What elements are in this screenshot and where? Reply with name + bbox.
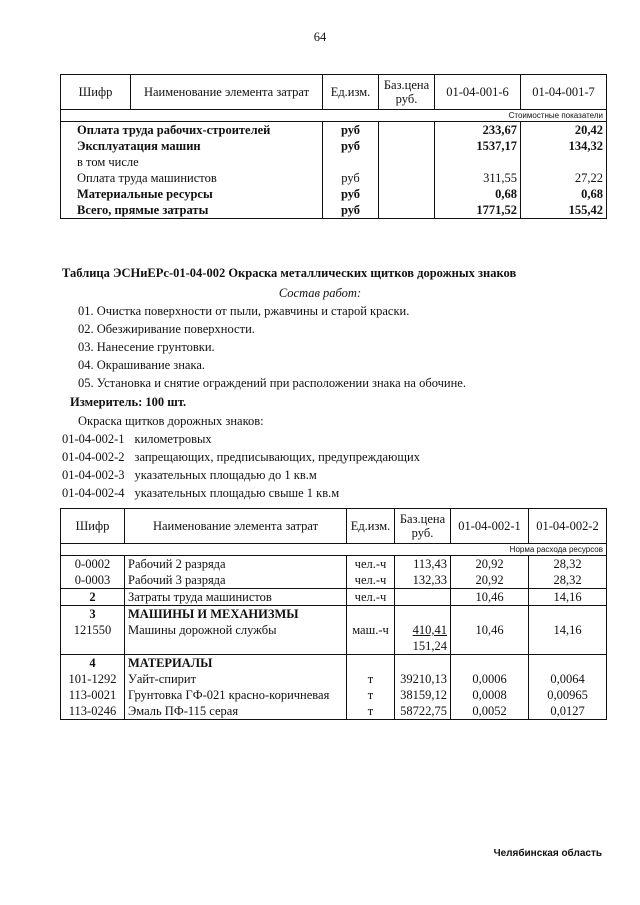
section-title: Таблица ЭСНиЕРс-01-04-002 Окраска металлических щитков дорожных знаков <box>62 266 517 280</box>
intro-text: Окраска щитков дорожных знаков: <box>78 414 264 428</box>
table-row: 4 МАТЕРИАЛЫ <box>61 655 607 672</box>
table-subheader: Норма расхода ресурсов <box>61 544 607 556</box>
table-row: Всего, прямые затраты руб 1771,52 155,42 <box>61 202 607 219</box>
works-heading: Состав работ: <box>278 286 362 300</box>
cost-table <box>60 74 607 219</box>
code-item: 01-04-002-1 километровых <box>62 432 212 446</box>
table-header-row <box>61 509 607 544</box>
table-subheader: Стоимостные показатели <box>61 110 607 122</box>
work-item: 03. Нанесение грунтовки. <box>78 340 215 354</box>
header-code: Шифр <box>61 509 125 544</box>
header-price: Баз.цена руб. <box>395 509 451 544</box>
table-row: 151,24 <box>61 638 607 655</box>
header-col1: 01-04-001-6 <box>435 75 521 110</box>
header-col2: 01-04-002-2 <box>529 509 607 544</box>
footer-region: Челябинская область <box>493 848 602 859</box>
header-col2: 01-04-001-7 <box>521 75 607 110</box>
header-code: Шифр <box>61 75 131 110</box>
table-row: 3 МАШИНЫ И МЕХАНИЗМЫ <box>61 606 607 623</box>
table-row: в том числе <box>61 154 607 170</box>
table-row: 121550 Машины дорожной службы маш.-ч 410,41 10,46 14,16 <box>61 622 607 638</box>
table-row: Материальные ресурсы руб 0,68 0,68 <box>61 186 607 202</box>
header-price: Баз.цена руб. <box>379 75 435 110</box>
table-row: Оплата труда машинистов руб 311,55 27,22 <box>61 170 607 186</box>
work-item: 04. Окрашивание знака. <box>78 358 206 372</box>
code-item: 01-04-002-3 указательных площадью до 1 кв.м <box>62 468 317 482</box>
header-col1: 01-04-002-1 <box>451 509 529 544</box>
table-row: 0-0003 Рабочий 3 разряда чел.-ч 132,33 20,92 28,32 <box>61 572 607 589</box>
meter-label: Измеритель: 100 шт. <box>70 395 187 409</box>
resources-table <box>60 508 607 720</box>
table-row: Эксплуатация машин руб 1537,17 134,32 <box>61 138 607 154</box>
table-row: 101-1292 Уайт-спирит т 39210,13 0,0006 0,0064 <box>61 671 607 687</box>
table-row: 2 Затраты труда машинистов чел.-ч 10,46 14,16 <box>61 589 607 606</box>
page-number: 64 <box>313 30 327 44</box>
header-unit: Ед.изм. <box>323 75 379 110</box>
header-name: Наименование элемента затрат <box>131 75 323 110</box>
code-item: 01-04-002-2 запрещающих, предписывающих, предупреждающих <box>62 450 420 464</box>
work-item: 02. Обезжиривание поверхности. <box>78 322 255 336</box>
table-row: Оплата труда рабочих-строителей руб 233,67 20,42 <box>61 122 607 139</box>
table-row: 113-0246 Эмаль ПФ-115 серая т 58722,75 0,0052 0,0127 <box>61 703 607 720</box>
table-row: 0-0002 Рабочий 2 разряда чел.-ч 113,43 20,92 28,32 <box>61 556 607 573</box>
header-unit: Ед.изм. <box>347 509 395 544</box>
table-header-row <box>61 75 607 110</box>
header-name: Наименование элемента затрат <box>125 509 347 544</box>
code-item: 01-04-002-4 указательных площадью свыше 1 кв.м <box>62 486 340 500</box>
work-item: 01. Очистка поверхности от пыли, ржавчины и старой краски. <box>78 304 410 318</box>
table-row: 113-0021 Грунтовка ГФ-021 красно-коричневая т 38159,12 0,0008 0,00965 <box>61 687 607 703</box>
work-item: 05. Установка и снятие ограждений при расположении знака на обочине. <box>78 376 466 390</box>
